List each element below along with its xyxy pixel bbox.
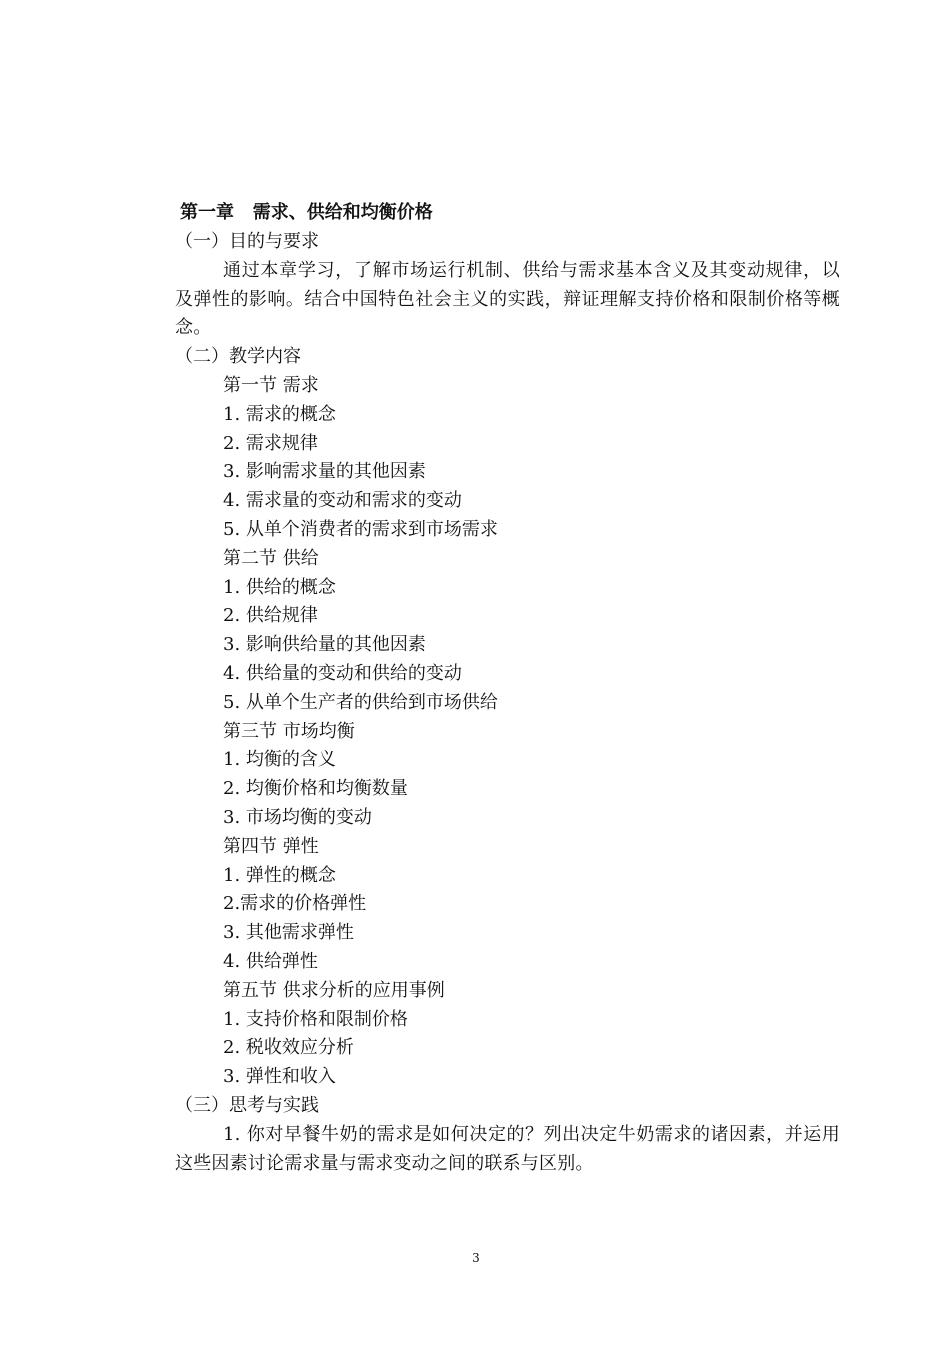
outline-item: 2. 需求规律 — [223, 432, 318, 454]
objectives-paragraph: 通过本章学习，了解市场运行机制、供给与需求基本含义及其变动规律，以及弹性的影响。结合中国特色社会主义的实践，辩证理解支持价格和限制价格等概念。 — [175, 259, 840, 339]
outline-item: 4. 供给弹性 — [223, 950, 318, 972]
page-number: 3 — [472, 1251, 480, 1265]
section-heading-objectives: （一）目的与要求 — [175, 231, 319, 252]
outline-item: 5. 从单个消费者的需求到市场需求 — [223, 518, 498, 540]
outline-item: 1. 弹性的概念 — [223, 864, 336, 886]
section-heading-practice: （三）思考与实践 — [175, 1094, 319, 1116]
outline-item: 4. 需求量的变动和需求的变动 — [223, 490, 462, 512]
outline-item: 3. 弹性和收入 — [223, 1066, 336, 1088]
section-heading-content: （二）教学内容 — [175, 346, 301, 368]
chapter-title: 第一章 需求、供给和均衡价格 — [180, 202, 433, 223]
outline-item: 3. 市场均衡的变动 — [223, 806, 372, 828]
outline-item: 3. 其他需求弹性 — [223, 922, 354, 944]
outline-item: 1. 支持价格和限制价格 — [223, 1008, 408, 1030]
outline-item: 4. 供给量的变动和供给的变动 — [223, 662, 462, 684]
content-outline — [175, 372, 840, 1092]
outline-item: 2. 供给规律 — [223, 605, 318, 627]
outline-item: 1. 均衡的含义 — [223, 749, 336, 771]
outline-item: 2. 均衡价格和均衡数量 — [223, 778, 408, 800]
outline-item: 1. 需求的概念 — [223, 403, 336, 425]
outline-item: 第二节 供给 — [223, 547, 319, 569]
outline-item: 第一节 需求 — [223, 374, 319, 396]
outline-item: 2.需求的价格弹性 — [223, 893, 367, 915]
outline-item: 1. 供给的概念 — [223, 576, 336, 598]
page-content — [175, 198, 840, 1178]
outline-item: 2. 税收效应分析 — [223, 1037, 354, 1059]
outline-item: 第四节 弹性 — [223, 835, 319, 857]
practice-paragraph: 1. 你对早餐牛奶的需求是如何决定的？列出决定牛奶需求的诸因素，并运用这些因素讨论需求量与需求变动之间的联系与区别。 — [175, 1123, 840, 1174]
outline-item: 3. 影响供给量的其他因素 — [223, 634, 426, 656]
outline-item: 3. 影响需求量的其他因素 — [223, 461, 426, 483]
outline-item: 第三节 市场均衡 — [223, 720, 355, 742]
outline-item: 第五节 供求分析的应用事例 — [223, 979, 445, 1001]
outline-item: 5. 从单个生产者的供给到市场供给 — [223, 691, 498, 713]
